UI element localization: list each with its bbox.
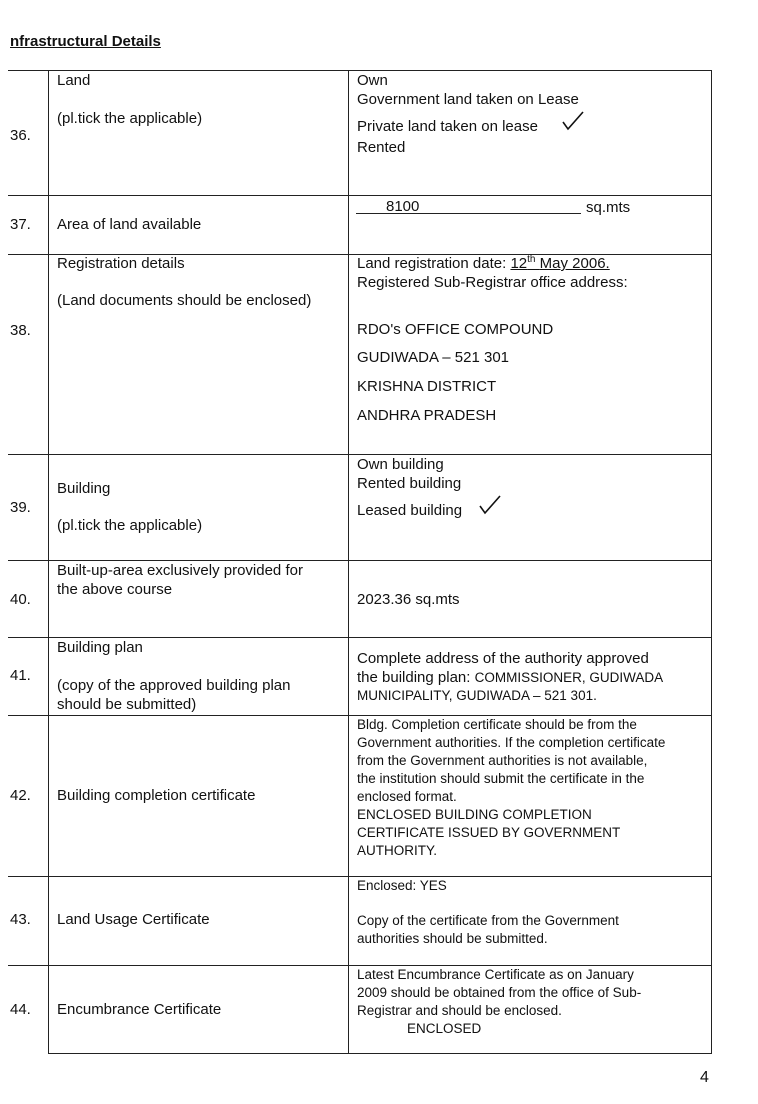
registration-date [357,255,610,273]
certificate-note-line: authorities should be submitted. [357,931,548,946]
address-line: ANDHRA PRADESH [357,407,497,424]
encumbrance-note-line: Latest Encumbrance Certificate as on January [357,967,634,982]
field-instruction: (Land documents should be enclosed) [57,292,312,309]
row-number: 41. [10,667,31,684]
column-border [48,70,49,1054]
authority-line: the building plan: COMMISSIONER, GUDIWADA [357,669,664,686]
field-label: Built-up-area exclusively provided for [57,562,303,579]
registration-date-label: Land registration date: [357,255,507,272]
encumbrance-note-line: 2009 should be obtained from the office of Sub- [357,985,642,1000]
row-border [48,1053,712,1054]
field-label: Building [57,480,111,497]
field-label: Building plan [57,639,143,656]
field-instruction: (pl.tick the applicable) [57,110,203,127]
field-label: Building completion certificate [57,787,256,804]
section-heading: nfrastructural Details [10,33,161,50]
encumbrance-enclosed: ENCLOSED [407,1021,482,1036]
checkmark-icon [478,494,502,516]
registration-date-value: 12th May 2006. [510,254,610,272]
row-border [8,560,712,561]
built-up-area-value: 2023.36 sq.mts [357,591,460,608]
column-border [711,70,712,1054]
field-label: Registration details [57,255,185,272]
infrastructure-table [8,70,712,1054]
option-leased-building: Leased building [357,502,463,519]
certificate-note-line: Bldg. Completion certificate should be from the [357,717,637,732]
field-label: Encumbrance Certificate [57,1001,222,1018]
certificate-note-line: CERTIFICATE ISSUED BY GOVERNMENT [357,825,621,840]
certificate-note-line: the institution should submit the certificate in the [357,771,645,786]
row-number: 39. [10,499,31,516]
encumbrance-note-line: Registrar and should be enclosed. [357,1003,562,1018]
certificate-note-line: ENCLOSED BUILDING COMPLETION [357,807,592,822]
field-instruction: (pl.tick the applicable) [57,517,203,534]
address-line: KRISHNA DISTRICT [357,378,497,395]
row-number: 36. [10,127,31,144]
authority-line: Complete address of the authority approved [357,650,649,667]
address-line: GUDIWADA – 521 301 [357,349,510,366]
row-border [8,454,712,455]
option-private-lease: Private land taken on lease [357,118,538,135]
row-number: 42. [10,787,31,804]
row-number: 44. [10,1001,31,1018]
row-border [8,70,712,71]
certificate-note-line: Government authorities. If the completion certificate [357,735,666,750]
land-area-unit: sq.mts [586,199,631,216]
row-number: 38. [10,322,31,339]
field-label: Area of land available [57,216,202,233]
page-number: 4 [700,1069,709,1086]
field-label: Land Usage Certificate [57,911,210,928]
option-rented-building: Rented building [357,475,462,492]
authority-line: MUNICIPALITY, GUDIWADA – 521 301. [357,688,597,703]
field-instruction-cont: should be submitted) [57,696,197,713]
field-label-cont: the above course [57,581,173,598]
option-own-building: Own building [357,456,444,473]
field-label: Land [57,72,91,89]
row-number: 40. [10,591,31,608]
certificate-note-line: AUTHORITY. [357,843,438,858]
option-government-lease: Government land taken on Lease [357,91,579,108]
certificate-note-line: from the Government authorities is not available, [357,753,648,768]
row-border [8,195,712,196]
land-area-value: 8100 [386,198,420,215]
row-border [8,637,712,638]
row-number: 43. [10,911,31,928]
certificate-note-line: Copy of the certificate from the Government [357,913,619,928]
checkmark-icon [561,110,585,132]
enclosed-status: Enclosed: YES [357,878,447,893]
row-number: 37. [10,216,31,233]
office-address-label: Registered Sub-Registrar office address: [357,274,628,291]
option-rented: Rented [357,139,406,156]
option-own: Own [357,72,388,89]
column-border [348,70,349,1054]
address-line: RDO's OFFICE COMPOUND [357,321,554,338]
field-instruction: (copy of the approved building plan [57,677,291,694]
certificate-note-line: enclosed format. [357,789,457,804]
